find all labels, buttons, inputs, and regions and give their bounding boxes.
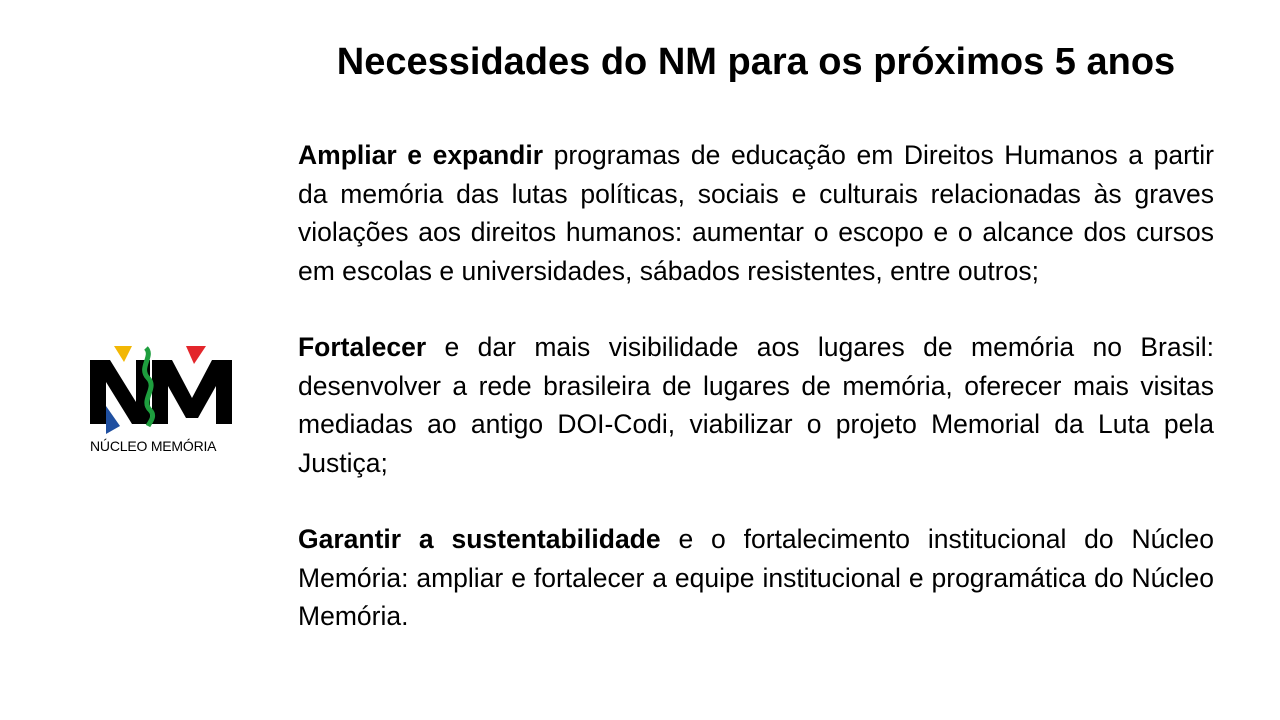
content-area <box>298 136 1214 674</box>
logo-caption: NÚCLEO MEMÓRIA <box>90 438 217 454</box>
paragraph-body: programas de educação em Direitos Humanos a partir da memória das lutas políticas, sociais e culturais relacionadas às graves violações aos direitos humanos: aumentar o escopo e o alcance dos cursos em escolas e universidades, sábados resistentes, entre outros; <box>298 140 1215 286</box>
paragraph-garantir <box>298 520 1214 636</box>
nucleo-memoria-logo <box>90 346 236 458</box>
paragraph-bold-lead: Fortalecer <box>298 332 427 362</box>
nm-logo-mark <box>90 346 236 438</box>
paragraph-ampliar <box>298 136 1214 290</box>
paragraph-body: e dar mais visibilidade aos lugares de memória no Brasil: desenvolver a rede brasileira de lugares de memória, oferecer mais visitas mediadas ao antigo DOI-Codi, viabilizar o projeto Memorial da Luta pela Justiça; <box>298 332 1214 478</box>
paragraph-bold-lead: Garantir a sustentabilidade <box>298 524 661 554</box>
paragraph-bold-lead: Ampliar e expandir <box>298 140 544 170</box>
paragraph-fortalecer <box>298 328 1214 482</box>
slide-title: Necessidades do NM para os próximos 5 anos <box>336 41 1176 83</box>
paragraph-body: e o fortalecimento institucional do Núcleo Memória: ampliar e fortalecer a equipe institucional e programática do Núcleo Memória. <box>298 524 1214 631</box>
